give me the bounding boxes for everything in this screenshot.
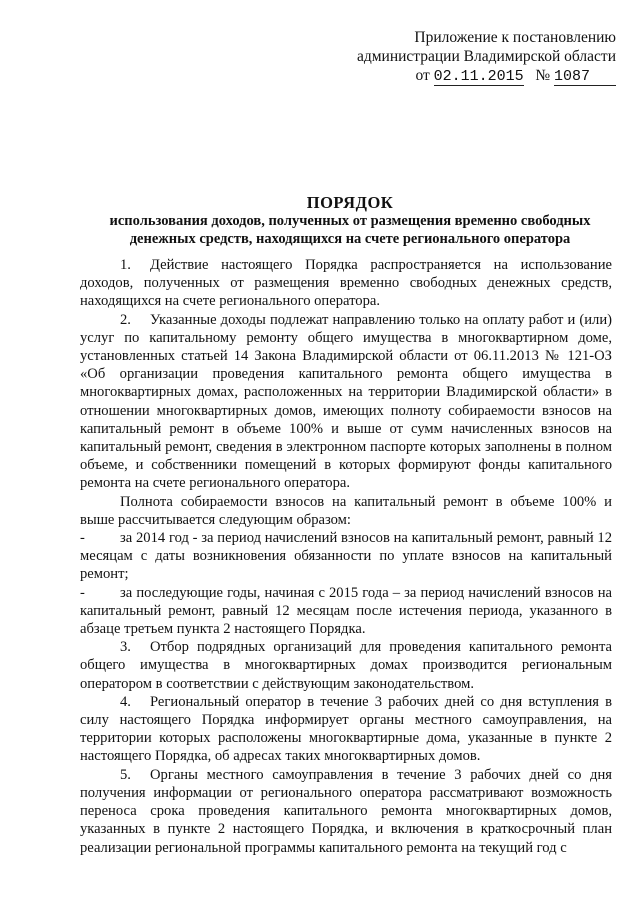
paragraph-3 xyxy=(80,638,612,693)
paragraph-text: Полнота собираемости взносов на капитальный ремонт в объеме 100% и выше рассчитывается следующим образом: xyxy=(80,493,612,528)
document-date: 02.11.2015 xyxy=(433,68,524,85)
dash-item-2 xyxy=(80,584,612,639)
paragraph-text: Отбор подрядных организаций для проведения капитального ремонта общего имущества в многоквартирных домах производится региональным оператором в соответствии с действующим законодательством. xyxy=(80,639,612,692)
dash-marker: - xyxy=(80,530,85,547)
dash-marker: - xyxy=(80,584,85,601)
paragraph-text: Органы местного самоуправления в течение 3 рабочих дней со дня получения информации от регионального оператора рассматривают возможность переноса срока проведения капитального ремонта многоквартирных домов, указанных в пункте 2 настоящего Порядка, и включения в краткосрочный план реализации региональной программы капитального ремонта на текущий год с xyxy=(80,766,612,856)
paragraph-text: Указанные доходы подлежат направлению только на оплату работ и (или) услуг по капитальному ремонту общего имущества в многоквартирном доме, установленных статьей 14 Закона Владимирской области от 06.11.2013 № 121-ОЗ «Об организации проведения капитального ремонта общего имущества в многоквартирных домах, расположенных на территории Владимирской области» в отношении многоквартирных домов, имеющих полноту собираемости взносов на капитальный ремонт в объеме 100% и выше от сумм начисленных взносов на капитальный ремонт, сведения в электронном паспорте которых заполнены в полном объеме, и собственники помещений в которых формируют фонды капитального ремонта на счете регионального оператора. xyxy=(80,311,612,492)
header-line-2: администрации Владимирской области xyxy=(356,48,616,65)
paragraph-number: 1. xyxy=(120,257,131,273)
paragraph-1 xyxy=(80,256,612,311)
paragraph-text: Региональный оператор в течение 3 рабочих дней со дня вступления в силу настоящего Порядка информирует органы местного самоуправления, на территории которых расположены многоквартирные дома, указанные в пункте 2 настоящего Порядка, об адресах таких многоквартирных домов. xyxy=(80,693,612,765)
paragraph-number: 3. xyxy=(120,639,131,656)
document-number: 1087 xyxy=(554,68,616,86)
paragraph-2-continuation xyxy=(80,493,612,529)
number-prefix: № xyxy=(535,67,551,84)
paragraph-5 xyxy=(80,766,612,857)
paragraph-number: 2. xyxy=(120,311,131,328)
dash-item-text: за последующие годы, начиная с 2015 года – за период начислений взносов на капитальный ремонт, равный 12 месяцам после истечения периода, указанного в абзаце третьем пункта 2 настоящего Порядка. xyxy=(80,584,612,638)
paragraph-number: 4. xyxy=(120,693,131,710)
document-title: ПОРЯДОК xyxy=(306,193,394,212)
dash-item-text: за 2014 год - за период начислений взносов на капитальный ремонт, равный 12 месяцам с даты возникновения обязанности по уплате взносов на капитальный ремонт; xyxy=(80,530,612,583)
paragraph-4 xyxy=(80,693,612,766)
paragraph-text: Действие настоящего Порядка распространяется на использование доходов, полученных от размещения временно свободных денежных средств, находящихся на счете регионального оператора. xyxy=(80,257,612,310)
document-header xyxy=(316,28,616,86)
document-subtitle: использования доходов, полученных от размещения временно свободных денежных средств, находящихся на счете регионального оператора xyxy=(109,213,591,247)
header-line-1: Приложение к постановлению xyxy=(414,29,616,46)
document-body xyxy=(80,256,612,857)
title-block xyxy=(60,193,640,248)
paragraph-2 xyxy=(80,311,612,493)
dash-item-1 xyxy=(80,529,612,584)
paragraph-number: 5. xyxy=(120,766,131,783)
header-reference xyxy=(316,66,616,86)
date-prefix: от xyxy=(415,67,430,84)
